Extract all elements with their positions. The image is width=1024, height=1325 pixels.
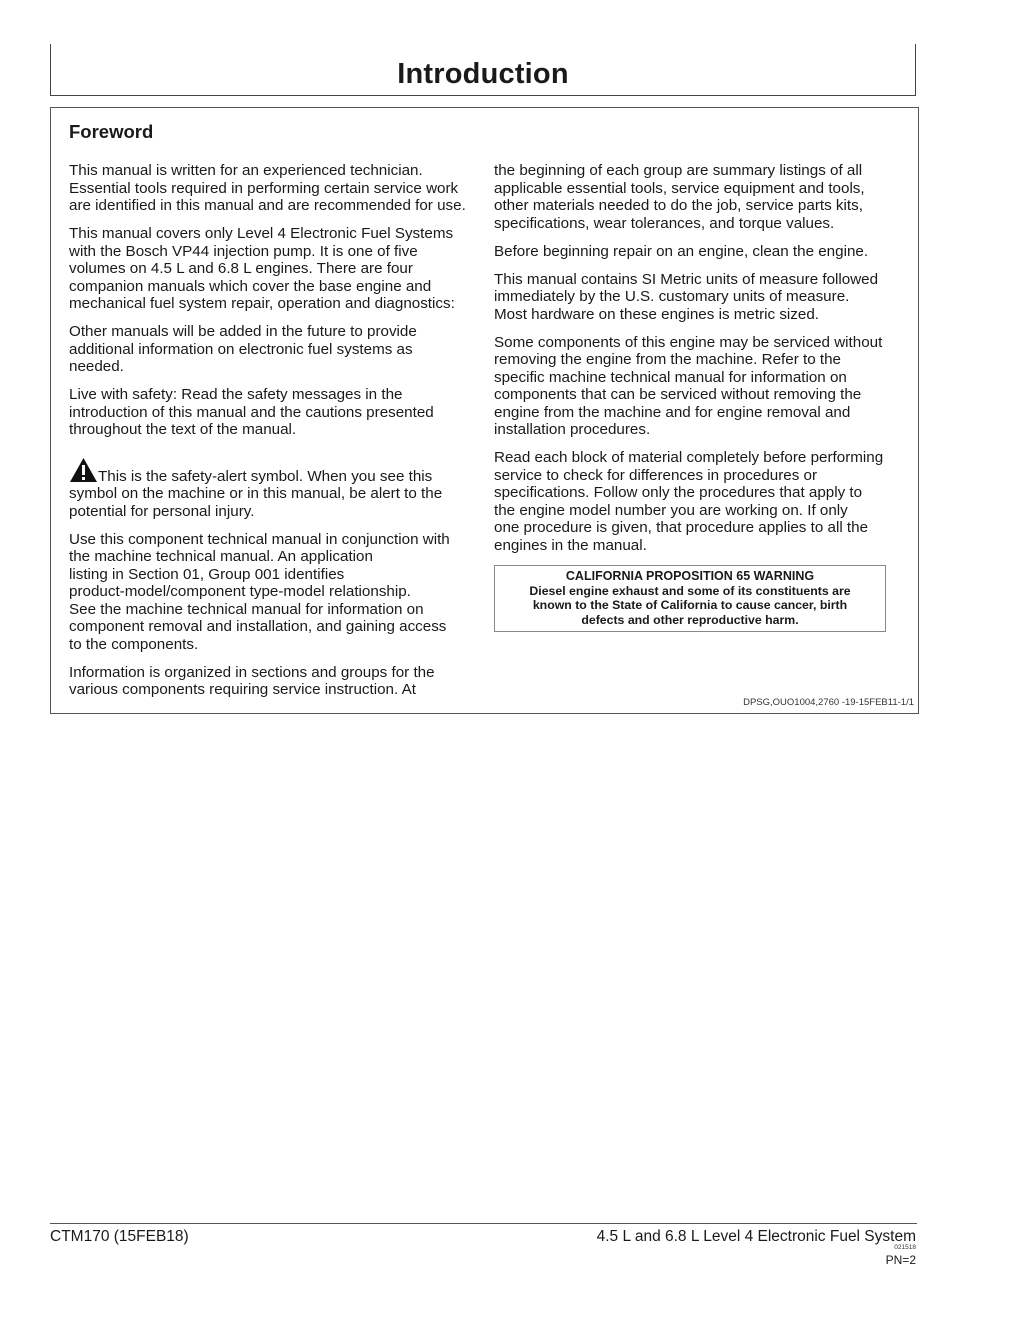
paragraph: Live with safety: Read the safety messages in the introduction of this manual and the cautions presented throughout the text of the manual. xyxy=(69,386,434,438)
left-column xyxy=(69,162,489,709)
paragraph: Before beginning repair on an engine, clean the engine. xyxy=(494,242,869,260)
paragraph: This manual covers only Level 4 Electronic Fuel Systems with the Bosch VP44 injection pump. It is one of five volumes on 4.5 L and 6.8 L engines. There are four companion manuals which cover the base engine and mechanical fuel system repair, operation and diagnostics: xyxy=(69,225,455,312)
paragraph: This manual is written for an experienced technician. Essential tools required in performing certain service work are identified in this manual and are recommended for use. xyxy=(69,162,466,214)
right-column xyxy=(494,162,906,632)
footer-manual-id: CTM170 (15FEB18) xyxy=(50,1228,189,1245)
paragraph: the beginning of each group are summary listings of all applicable essential tools, service equipment and tools, other materials needed to do the job, service parts kits, specifications, wear tolerances, and torque values. xyxy=(494,162,865,232)
paragraph: This manual contains SI Metric units of measure followed immediately by the U.S. customary units of measure. Most hardware on these engines is metric sized. xyxy=(494,270,879,323)
footer-divider xyxy=(50,1223,917,1224)
safety-alert-paragraph xyxy=(69,457,489,521)
warning-triangle-icon xyxy=(69,457,98,483)
paragraph: Use this component technical manual in conjunction with the machine technical manual. An application listing in Section 01, Group 001 identifies product-model/component type-model relationship. See the machine technical manual for information on component removal and installation, and gaining access to the components. xyxy=(69,530,450,653)
prop65-warning-box xyxy=(494,565,886,633)
safety-alert-text: This is the safety-alert symbol. When you see this symbol on the machine or in this manual, be alert to the potential for personal injury. xyxy=(69,467,443,520)
section-heading: Foreword xyxy=(69,121,154,142)
paragraph: Other manuals will be added in the future to provide additional information on electronic fuel systems as needed. xyxy=(69,323,417,375)
paragraph: Information is organized in sections and groups for the various components requiring service instruction. At xyxy=(69,663,435,698)
page-number: PN=2 xyxy=(885,1253,916,1267)
warning-title: CALIFORNIA PROPOSITION 65 WARNING xyxy=(565,568,815,583)
reference-code: DPSG,OUO1004,2760 -19-15FEB11-1/1 xyxy=(743,697,914,708)
paragraph: Some components of this engine may be serviced without removing the engine from the machine. Refer to the specific machine technical manual for information on components that can be serviced without removing the engine from the machine and for engine removal and installation procedures. xyxy=(494,333,883,438)
page-title: Introduction xyxy=(397,58,569,90)
footer-date-code: 021518 xyxy=(894,1244,916,1251)
warning-text: Diesel engine exhaust and some of its constituents are known to the State of California to cause cancer, birth defects and other reproductive harm. xyxy=(529,583,851,627)
footer-manual-title: 4.5 L and 6.8 L Level 4 Electronic Fuel System xyxy=(596,1228,916,1245)
paragraph: Read each block of material completely before performing service to check for differences in procedures or specifications. Follow only the procedures that apply to the engine model number you are working on. If only one procedure is given, that procedure applies to all the engines in the manual. xyxy=(494,449,884,554)
